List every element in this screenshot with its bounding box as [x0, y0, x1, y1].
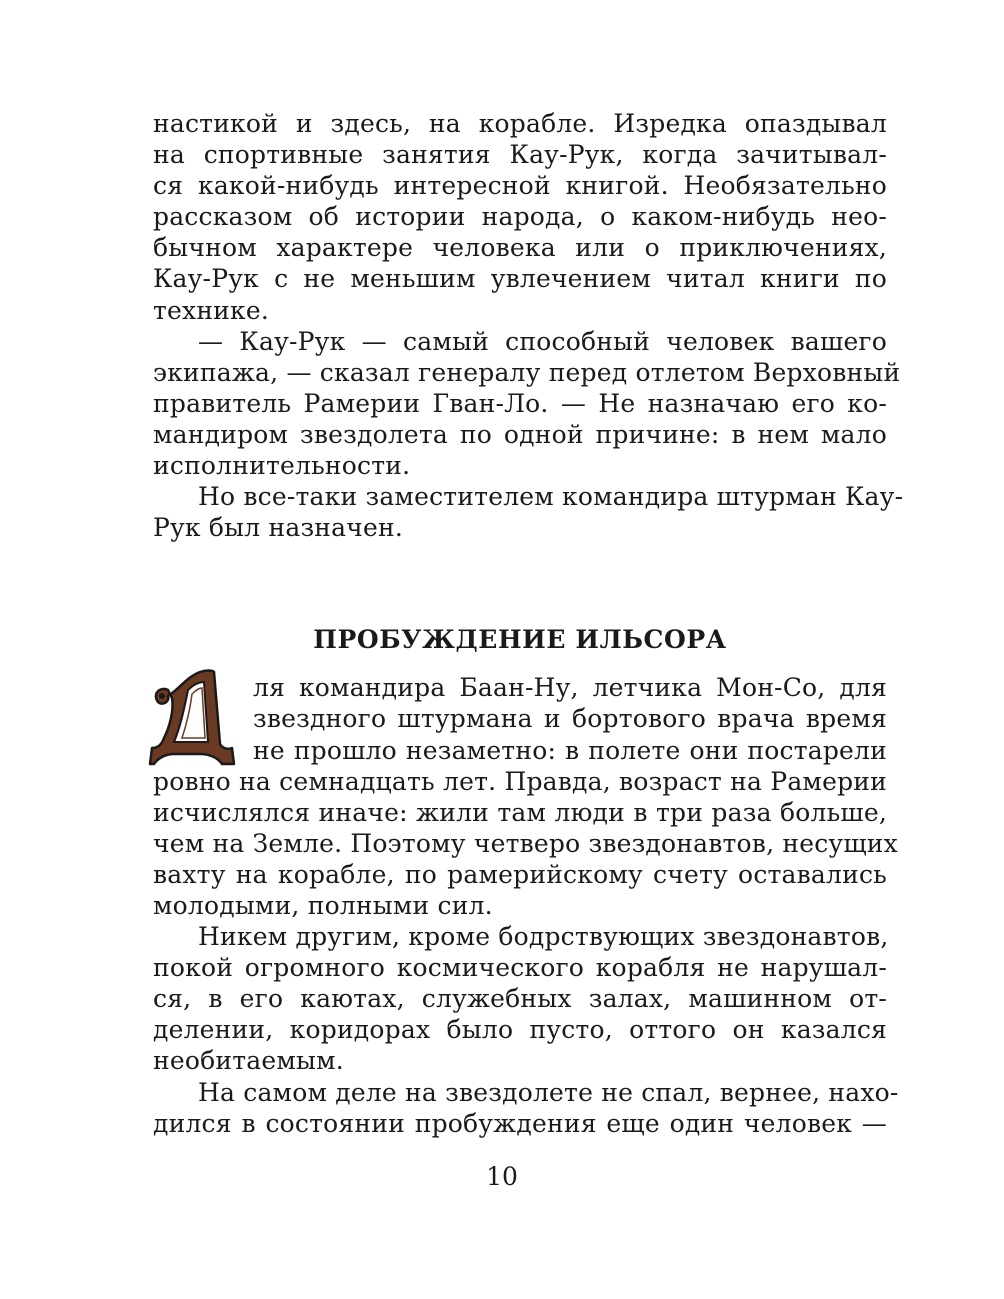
- text-line: рассказом об истории народа, о каком-нибудь нео-: [153, 202, 887, 232]
- text-line: настикой и здесь, на корабле. Изредка опаздывал: [153, 109, 887, 138]
- text-line: мандиром звездолета по одной причине: в нем мало: [153, 419, 887, 449]
- text-line: молодыми, полными сил.: [153, 890, 493, 920]
- text-line: экипажа, — сказал генералу перед отлетом Верховный: [153, 357, 901, 387]
- page-number: 10: [486, 1162, 518, 1191]
- paragraph: [153, 672, 898, 921]
- paragraph: [153, 921, 887, 1076]
- text-line: вахту на корабле, по рамерийскому счету оставались: [153, 859, 887, 889]
- text-line: — Кау-Рук — самый способный человек вашего: [198, 326, 887, 356]
- text-line: Кау-Рук с не меньшим увлечением читал книги по: [153, 264, 887, 294]
- text-line: ля командира Баан-Ну, летчика Мон-Со, для: [253, 673, 887, 703]
- paragraph: [153, 326, 901, 481]
- text-line: не прошло незаметно: в полете они постарели: [253, 735, 887, 765]
- text-line: технике.: [153, 295, 270, 325]
- section-gap: [153, 543, 887, 624]
- text-line: Рук был назначен.: [153, 513, 403, 543]
- text-line: дился в состоянии пробуждения еще один человек —: [153, 1108, 887, 1138]
- text-line: исчислялся иначе: жили там люди в три раза больше,: [153, 797, 887, 827]
- paragraph: [153, 108, 887, 326]
- text-line: чем на Земле. Поэтому четверо звездонавтов, несущих: [153, 828, 898, 858]
- text-line: ся, в его каютах, служебных залах, машинном от-: [153, 984, 887, 1014]
- text-line: звездного штурмана и бортового врача время: [253, 704, 887, 734]
- text-line: исполнительности.: [153, 451, 411, 481]
- page-body: [153, 108, 904, 1139]
- paragraph: [153, 1077, 899, 1139]
- paragraph: [153, 481, 904, 543]
- text-line: покой огромного космического корабля не нарушал-: [153, 953, 887, 983]
- text-line: Никем другим, кроме бодрствующих звездонавтов,: [198, 922, 889, 952]
- chapter-title: ПРОБУЖДЕНИЕ ИЛЬСОРА: [313, 625, 727, 655]
- text-line: бычном характере человека или о приключениях,: [153, 233, 887, 263]
- text-line: Но все-таки заместителем командира штурман Кау-: [198, 482, 904, 512]
- text-line: делении, коридорах было пусто, оттого он казался: [153, 1015, 887, 1045]
- text-line: На самом деле на звездолете не спал, вернее, нахо-: [198, 1077, 899, 1107]
- text-line: правитель Рамерии Гван-Ло. — Не назначаю его ко-: [153, 388, 887, 418]
- text-line: ся какой-нибудь интересной книгой. Необязательно: [153, 171, 887, 201]
- dropcap-letter: [148, 668, 238, 766]
- text-line: ровно на семнадцать лет. Правда, возраст на Рамерии: [153, 766, 887, 796]
- text-line: необитаемым.: [153, 1046, 344, 1076]
- text-line: на спортивные занятия Кау-Рук, когда зачитывал-: [153, 140, 887, 170]
